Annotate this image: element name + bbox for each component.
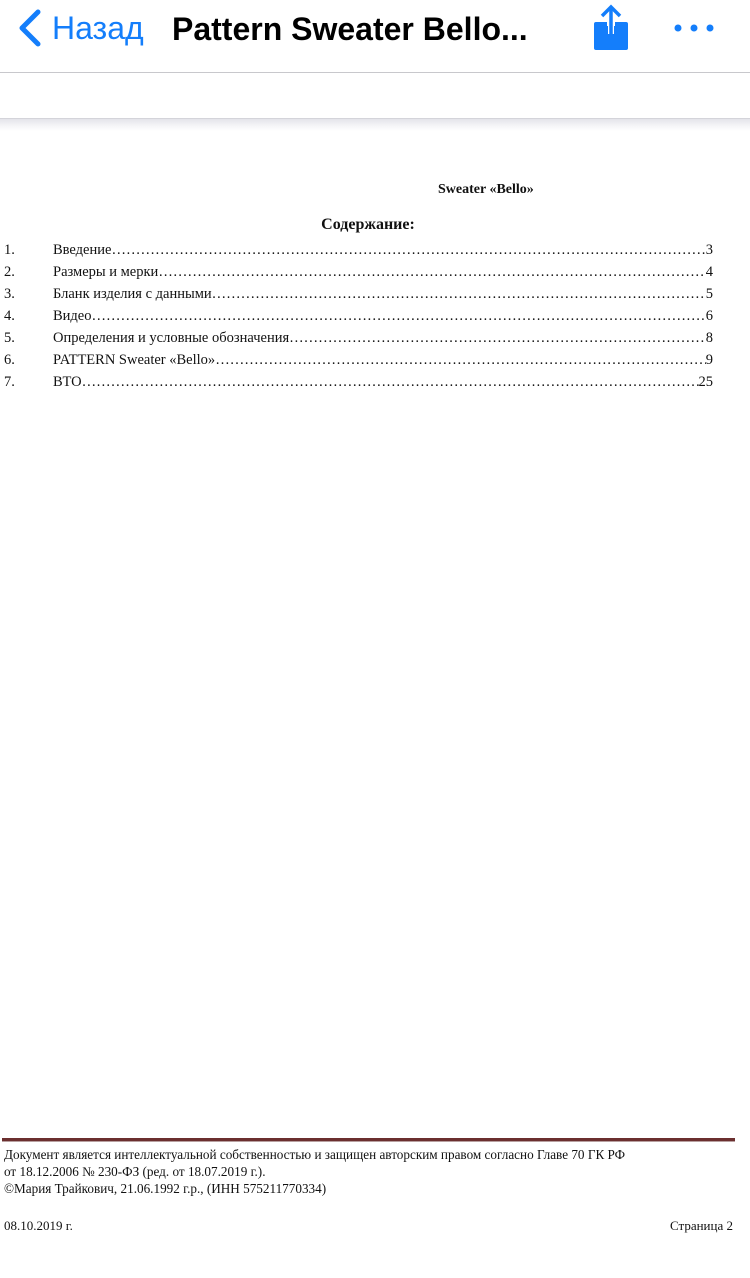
toc-number: 3.: [4, 286, 15, 302]
toc-text: Размеры и мерки: [53, 264, 159, 280]
toc-leader: [212, 283, 706, 305]
document-title: Pattern Sweater Bello...: [172, 11, 528, 47]
toc-leader: [215, 349, 706, 371]
footer-date: 08.10.2019 г.: [4, 1218, 73, 1233]
copyright-line: от 18.12.2006 № 230-ФЗ (ред. от 18.07.2019 г.).: [4, 1164, 266, 1179]
toc-number: 4.: [4, 308, 15, 324]
toc-leader: [111, 239, 705, 261]
toc-text: ВТО: [53, 374, 82, 390]
more-icon[interactable]: [670, 10, 718, 46]
toc-item[interactable]: [0, 371, 750, 393]
toc-leader: [92, 305, 706, 327]
navigation-bar: [0, 0, 750, 73]
document-header: Sweater «Bello»: [438, 182, 534, 197]
toc-page: 5: [705, 286, 713, 302]
toc-text: PATTERN Sweater «Bello»: [53, 352, 216, 368]
toc-page: 25: [698, 374, 713, 390]
toc-number: 1.: [4, 242, 15, 258]
toc-page: 6: [705, 308, 713, 324]
table-of-contents: [0, 239, 750, 393]
toc-page: 9: [705, 352, 713, 368]
copyright-line: ©Мария Трайкович, 21.06.1992 г.р., (ИНН 575211770334): [4, 1181, 327, 1196]
toc-item[interactable]: [0, 283, 750, 305]
chevron-left-icon: [14, 6, 44, 50]
copyright-notice: [4, 1146, 740, 1197]
toc-number: 6.: [4, 352, 15, 368]
toc-item[interactable]: [0, 261, 750, 283]
toc-leader: [158, 261, 705, 283]
share-icon[interactable]: [591, 4, 631, 52]
toc-item[interactable]: [0, 239, 750, 261]
toc-text: Определения и условные обозначения: [53, 330, 290, 346]
copyright-line: Документ является интеллектуальной собственностью и защищен авторским правом согласно Главе 70 ГК РФ: [4, 1147, 626, 1162]
back-label: Назад: [52, 9, 144, 46]
toc-leader: [82, 371, 699, 393]
toc-item[interactable]: [0, 305, 750, 327]
toc-item[interactable]: [0, 349, 750, 371]
toc-number: 2.: [4, 264, 15, 280]
toc-number: 7.: [4, 374, 15, 390]
toc-page: 3: [705, 242, 713, 258]
toc-title: Содержание:: [321, 216, 415, 233]
toc-text: Введение: [53, 242, 112, 258]
toc-number: 5.: [4, 330, 15, 346]
toc-leader: [289, 327, 706, 349]
toc-page: 8: [705, 330, 713, 346]
back-button[interactable]: [14, 6, 144, 50]
toc-text: Бланк изделия с данными: [53, 286, 212, 302]
toc-item[interactable]: [0, 327, 750, 349]
toc-page: 4: [705, 264, 713, 280]
footer-divider: [2, 1138, 735, 1142]
toc-text: Видео: [53, 308, 92, 324]
page-number: Страница 2: [669, 1218, 733, 1233]
document-page[interactable]: [0, 130, 750, 1278]
